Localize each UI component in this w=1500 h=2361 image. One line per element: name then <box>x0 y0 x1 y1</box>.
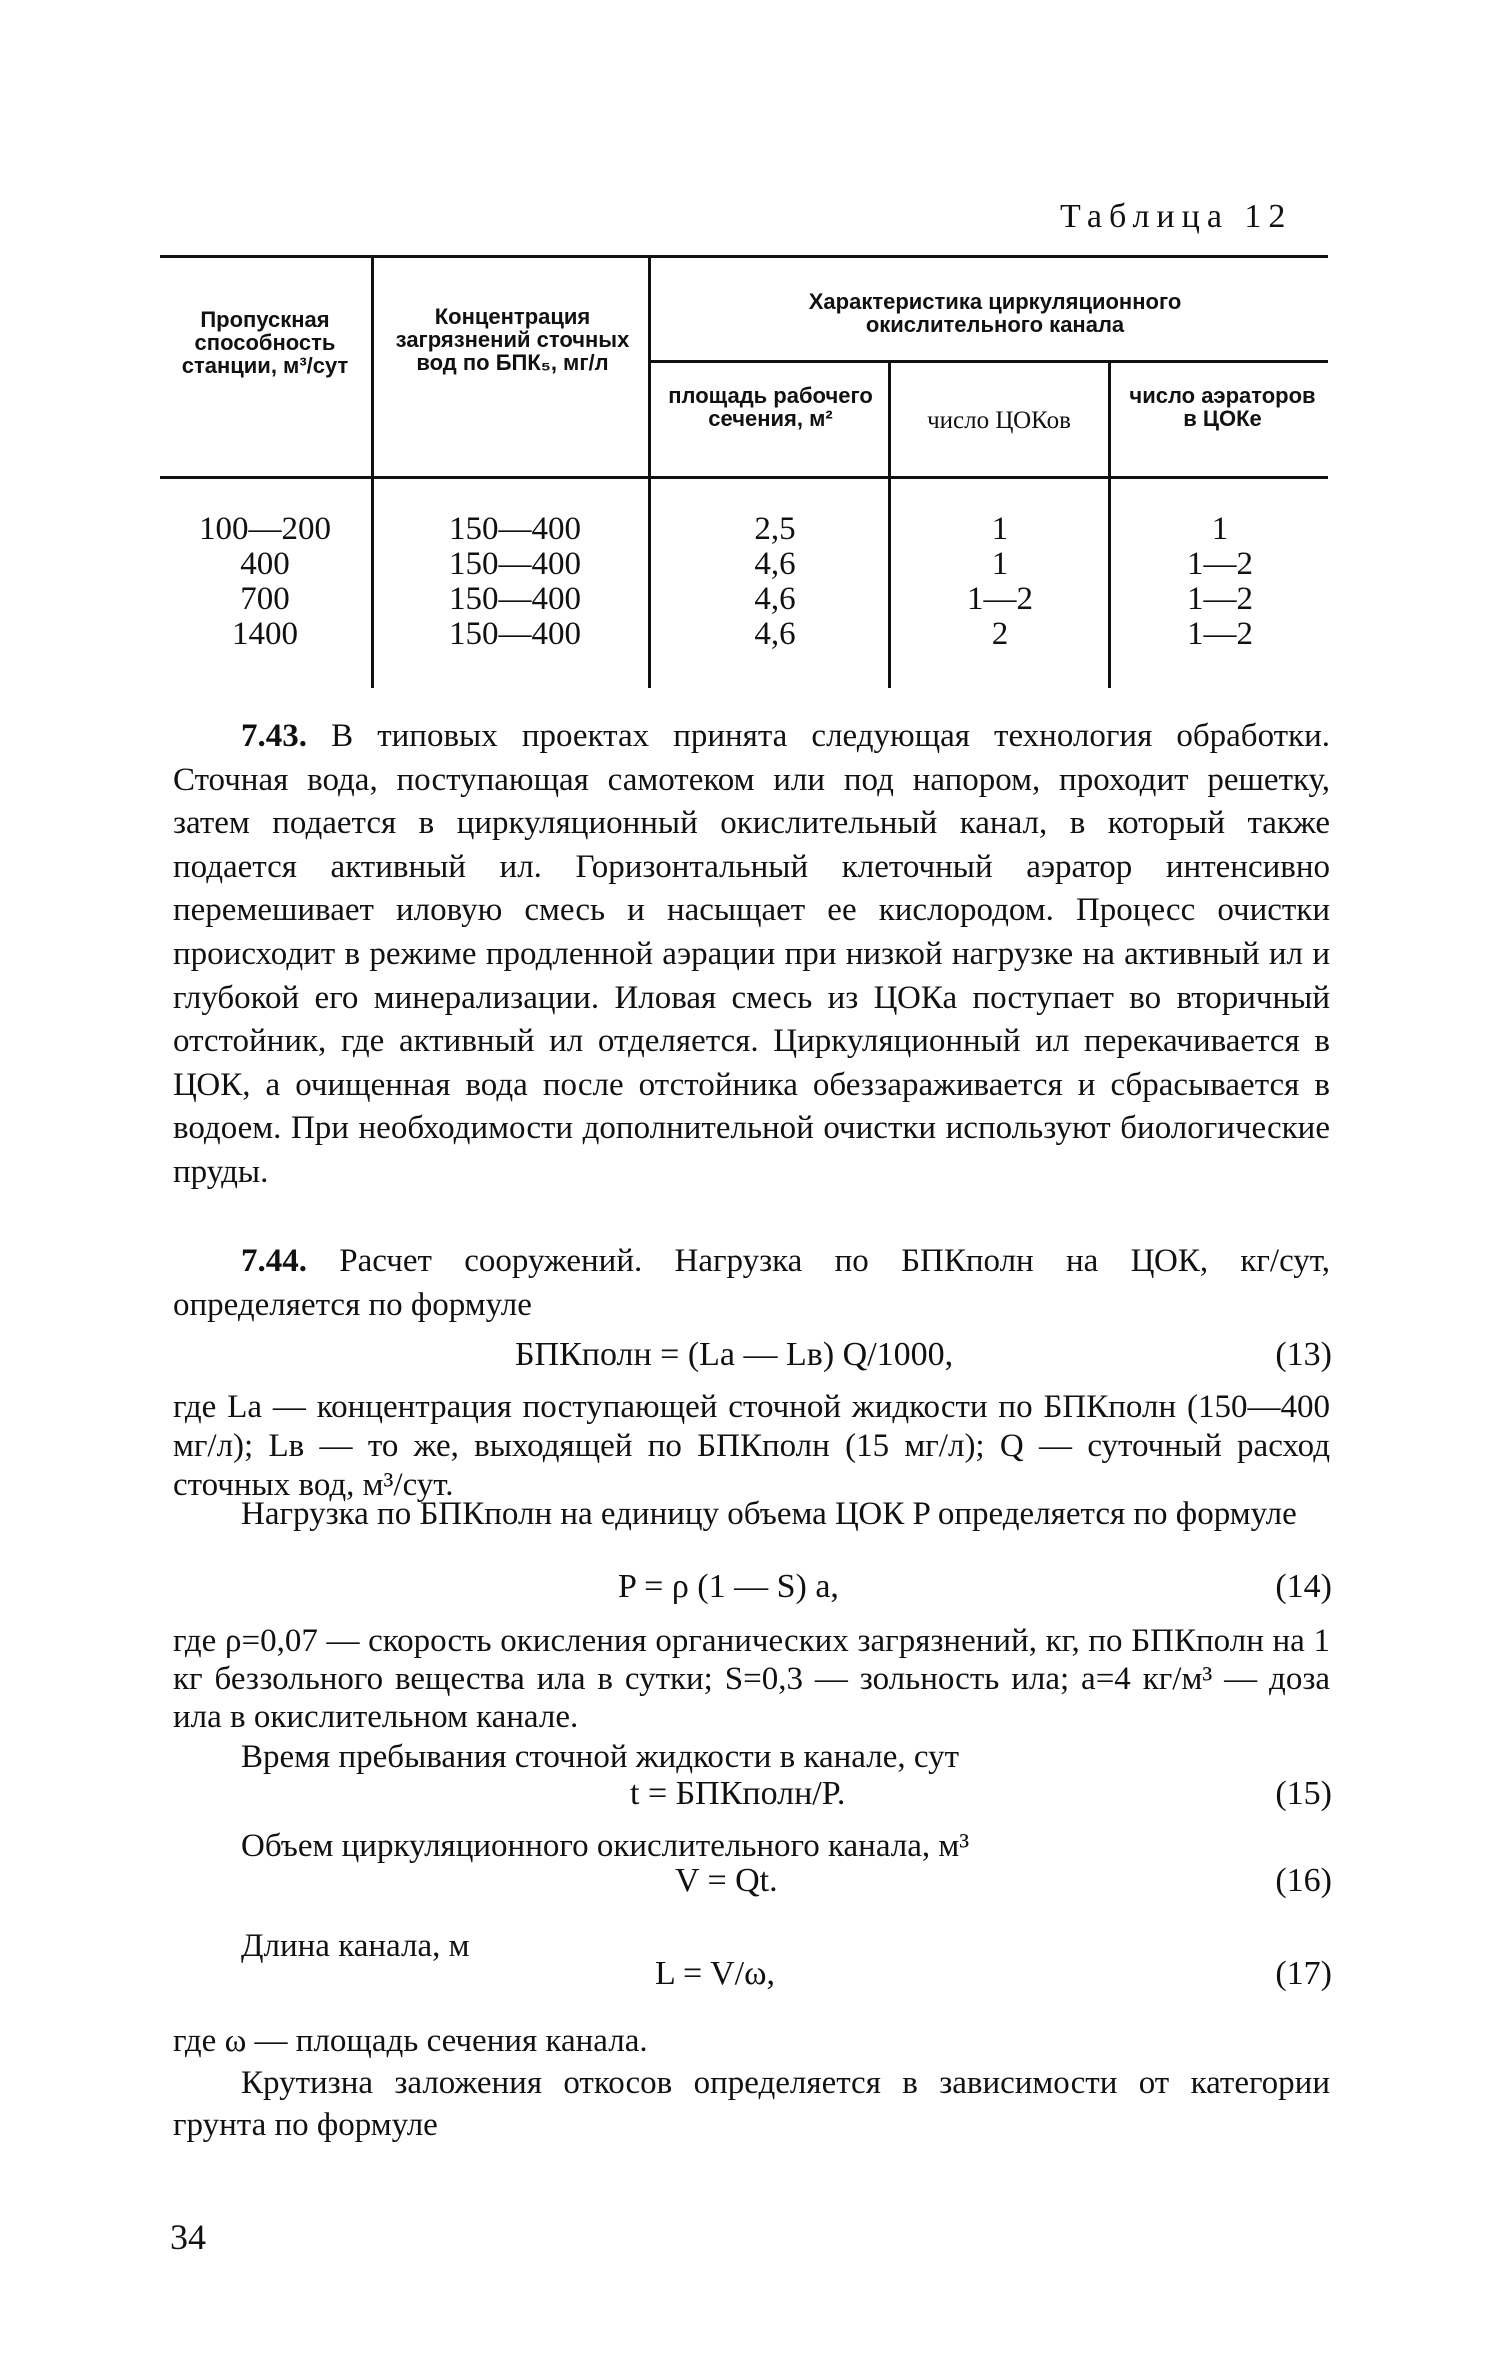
table-cell: 4,6 <box>754 581 796 617</box>
table-cell: 150—400 <box>449 511 581 547</box>
formula-13-explanation: где Lа — концентрация поступающей сточной жидкости по БПКполн (150—400 мг/л); Lв — то же, выходящей по БПКполн (15 мг/л); Q — суточный расход сточных вод, м³/сут. <box>173 1389 1330 1503</box>
paragraph-7-43-text: В типовых проектах принята следующая технология обработки. Сточная вода, поступающая самотеком или под напором, проходит решетку, затем подается в циркуляционный окислительный канал, в который также подается активный ил. Горизонтальный клеточный аэратор интенсивно перемешивает иловую смесь и насыщает ее кислородом. Процесс очистки происходит в режиме продленной аэрации при низкой нагрузке на активный ил и глубокой его минерализации. Иловая смесь из ЦОКа поступает во вторичный отстойник, где активный ил отделяется. Циркуляционный ил перекачивается в ЦОК, а очищенная вода после отстойника обеззараживается и сбрасывается в водоем. При необходимости дополнительной очистки используют биологические пруды. <box>173 718 1331 1190</box>
table-cell: 150—400 <box>449 546 581 582</box>
paragraph-slope <box>173 2062 1330 2146</box>
column-section-area <box>690 512 860 652</box>
table-cell: 2,5 <box>754 511 796 547</box>
paragraph-slope-text: Крутизна заложения откосов определяется в зависимости от категории грунта по формуле <box>173 2065 1330 2143</box>
header-capacity: Пропускная способность станции, м³/сут <box>181 307 349 378</box>
table-cell: 1—2 <box>1187 581 1253 617</box>
table-cell: 1—2 <box>1187 546 1253 582</box>
table-cell: 100—200 <box>199 511 331 547</box>
column-cok-count <box>905 512 1095 652</box>
paragraph-channel-volume-text: Объем циркуляционного окислительного канала, м³ <box>241 1828 970 1864</box>
table-caption: Таблица 12 <box>1060 198 1293 235</box>
section-number-7-44: 7.44. <box>241 1243 307 1279</box>
table-vline-4 <box>1108 363 1111 688</box>
table-group-rule <box>650 360 1328 363</box>
header-cok-count: число ЦОКов <box>927 407 1071 434</box>
column-aerator-count <box>1125 512 1315 652</box>
header-concentration <box>385 305 640 374</box>
page-number: 34 <box>170 2217 206 2257</box>
formula-14-number: (14) <box>1275 1568 1332 1605</box>
table-cell: 150—400 <box>449 581 581 617</box>
formula-17-explanation: где ω — площадь сечения канала. <box>173 2023 648 2059</box>
header-section-area: площадь рабочего сечения, м² <box>668 383 873 431</box>
paragraph-7-44-text: Расчет сооружений. Нагрузка по БПКполн на ЦОК, кг/сут, определяется по формуле <box>173 1243 1330 1323</box>
header-channel-group: Характеристика циркуляционного окислительного канала <box>808 289 1182 337</box>
table-cell: 4,6 <box>754 616 796 652</box>
table-cell: 400 <box>240 546 290 582</box>
formula-17-number: (17) <box>1275 1955 1332 1992</box>
table-cell: 1—2 <box>967 581 1033 617</box>
formula-16: V = Qt. <box>675 1862 778 1899</box>
table-vline-1 <box>371 258 374 688</box>
table-top-rule <box>160 255 1328 258</box>
section-number-7-43: 7.43. <box>241 718 307 754</box>
column-capacity <box>170 512 360 652</box>
paragraph-7-43 <box>173 715 1330 1195</box>
table-vline-2 <box>648 258 651 688</box>
header-concentration-text: Концентрация загрязнений сточных вод по БПК₅, мг/л <box>395 304 630 375</box>
formula-16-number: (16) <box>1275 1862 1332 1899</box>
table-cell: 1 <box>991 511 1009 547</box>
table-vline-3 <box>888 363 891 688</box>
formula-14-explanation: где ρ=0,07 — скорость окисления органических загрязнений, кг, по БПКполн на 1 кг беззольного вещества ила в сутки; S=0,3 — зольность ила; a=4 кг/м³ — доза ила в окислительном канале. <box>173 1623 1330 1735</box>
table-cell: 2 <box>991 616 1009 652</box>
formula-17: L = V/ω, <box>655 1955 775 1992</box>
formula-15-number: (15) <box>1275 1775 1332 1812</box>
formula-13-number: (13) <box>1275 1336 1332 1373</box>
table-cell: 150—400 <box>449 616 581 652</box>
column-concentration <box>390 512 640 652</box>
table-header-bottom-rule <box>160 476 1328 479</box>
table-cell: 700 <box>240 581 290 617</box>
formula-15: t = БПКполн/P. <box>630 1775 846 1812</box>
table-cell: 1400 <box>232 616 298 652</box>
paragraph-residence-time <box>173 1736 1330 1780</box>
paragraph-load-per-volume <box>173 1495 1330 1534</box>
table-cell: 1 <box>1211 511 1229 547</box>
table-cell: 1 <box>991 546 1009 582</box>
paragraph-7-44 <box>173 1240 1330 1327</box>
paragraph-residence-time-text: Время пребывания сточной жидкости в канале, сут <box>241 1739 959 1775</box>
table-cell: 4,6 <box>754 546 796 582</box>
table-cell: 1—2 <box>1187 616 1253 652</box>
formula-14: P = ρ (1 — S) a, <box>618 1568 839 1605</box>
paragraph-load-text: Нагрузка по БПКполн на единицу объема ЦОК P определяется по формуле <box>241 1496 1297 1532</box>
formula-13: БПКполн = (Lа — Lв) Q/1000, <box>515 1336 954 1373</box>
header-aerator-count: число аэраторов в ЦОКе <box>1129 383 1316 431</box>
paragraph-channel-length-text: Длина канала, м <box>241 1928 470 1964</box>
